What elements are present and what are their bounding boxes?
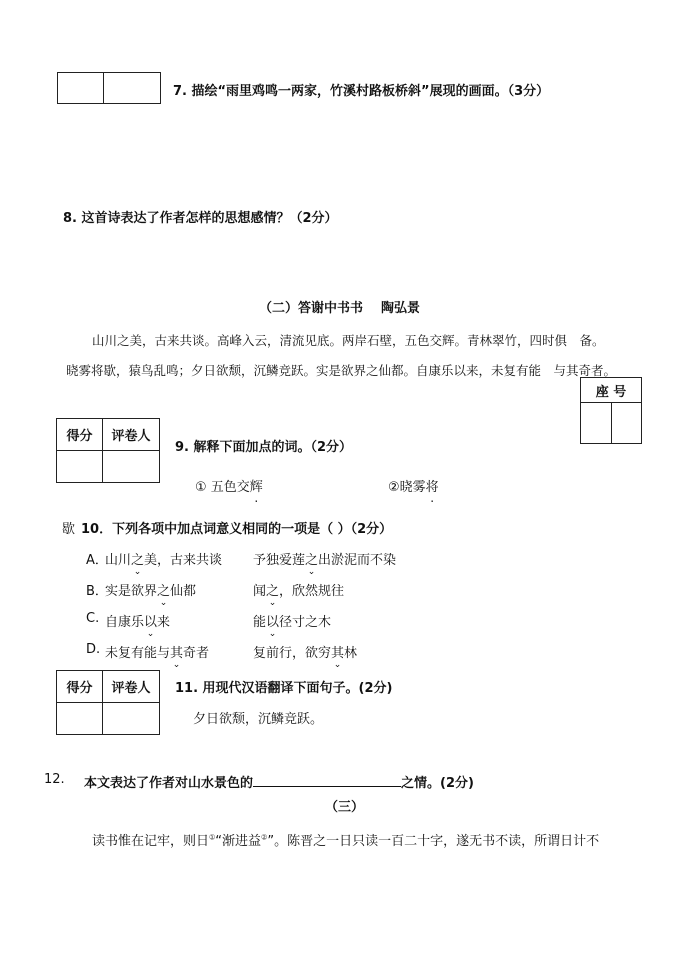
score-label: 得分: [57, 419, 103, 451]
section-2-author: 陶弘景: [381, 301, 421, 316]
option-b-left-word: 之 ⌄: [157, 584, 170, 599]
q12-text-post: 之情。(2分): [401, 776, 474, 791]
option-a-right-word: 之 ⌄: [305, 553, 318, 568]
q9-score-box: [56, 418, 160, 483]
q9-item-1: [195, 476, 263, 495]
q12-number: 12.: [44, 772, 65, 787]
option-a-right-post: 出淤泥而不染: [318, 553, 397, 568]
passage-line-1: 山川之美，古来共谈。高峰入云，清流见底。两岸石壁，五色交辉。青林翠竹，四时俱 备。: [92, 333, 605, 348]
q11-score-input-cell[interactable]: [57, 703, 103, 735]
passage-line-2: 晓雾将歇，猿鸟乱鸣；夕日欲颓，沉鳞竞跃。实是欲界之仙都。自康乐以来，未复有能 与其奇者。: [66, 363, 617, 378]
option-c-right-post: 径寸之木: [279, 615, 332, 630]
grader-input-cell[interactable]: [103, 451, 160, 483]
option-b-right: [253, 580, 344, 599]
q11-grader-label: 评卷人: [103, 671, 160, 703]
grader-label: 评卷人: [103, 419, 160, 451]
q12-answer-blank[interactable]: [253, 774, 401, 787]
option-d-right-pre: 复前行，欲穷: [253, 646, 332, 661]
question-9: 9. 解释下面加点的词。（2分）: [175, 440, 353, 455]
q11-sentence: 夕日欲颓，沉鳞竞跃。: [193, 712, 324, 727]
option-d-left-post: 奇者: [183, 646, 210, 661]
option-b-left-pre: 实是欲界: [105, 584, 158, 599]
option-c-left-word: 以 ⌄: [144, 615, 157, 630]
section-3-title: （三）: [325, 800, 365, 815]
q7-score-cell[interactable]: [58, 73, 104, 104]
footnote-1-marker: ①: [209, 833, 216, 842]
q10-stray-char: 歇: [62, 522, 76, 537]
option-a-right: [253, 549, 396, 568]
option-b-right-word: 之 ⌄: [266, 584, 279, 599]
option-c-left-pre: 自康乐: [105, 615, 145, 630]
option-a-left-post: 美，古来共谈: [144, 553, 223, 568]
question-11: 11. 用现代汉语翻译下面句子。(2分): [175, 681, 393, 696]
option-a-right-pre: 予独爱莲: [253, 553, 306, 568]
q9-item-2-prefix: ②晓雾: [388, 480, 426, 495]
option-b-right-pre: 闻: [253, 584, 267, 599]
option-d-right-word: 其 ⌄: [331, 646, 344, 661]
option-b-label: B．: [86, 584, 108, 599]
q7-grader-cell[interactable]: [104, 73, 161, 104]
option-a-left-pre: 山川: [105, 553, 132, 568]
option-d-left-word: 其 ⌄: [170, 646, 183, 661]
passage-3-quote: “渐进益: [215, 834, 262, 849]
option-c-right-pre: 能: [253, 615, 267, 630]
option-c-label: C.: [86, 611, 100, 626]
section-2-name: （二）答谢中书书: [259, 301, 364, 316]
option-a-left: [105, 549, 222, 568]
section-2-title: [259, 297, 420, 316]
passage-3-pre: 读书惟在记牢，则日: [92, 834, 210, 849]
q9-item-2: [388, 476, 439, 495]
q9-item-2-word: 将: [425, 480, 439, 495]
seat-number-cell-2[interactable]: [611, 403, 642, 444]
option-c-right: [253, 611, 331, 630]
question-7: 7. 描绘“雨里鸡鸣一两家，竹溪村路板桥斜”展现的画面。（3分）: [173, 84, 550, 99]
question-10: [62, 518, 392, 537]
passage-3-line: [92, 830, 599, 849]
q11-grader-input-cell[interactable]: [103, 703, 160, 735]
passage-3-post: ”。陈晋之一日只读一百二十字，遂无书不读，所谓日计不: [267, 834, 600, 849]
score-input-cell[interactable]: [57, 451, 103, 483]
option-c-left: [105, 611, 170, 630]
q11-score-label: 得分: [57, 671, 103, 703]
q9-item-1-word: 辉: [249, 480, 263, 495]
seat-number-box: [580, 377, 642, 444]
option-b-right-post: ，欣然规往: [279, 584, 345, 599]
option-a-left-word: 之 ⌄: [131, 553, 144, 568]
q9-item-1-prefix: ① 五色交: [195, 480, 250, 495]
option-d-right-post: 林: [344, 646, 358, 661]
footnote-2-marker: ②: [261, 833, 268, 842]
option-d-left-pre: 未复有能与: [105, 646, 171, 661]
q7-score-box: [57, 72, 161, 104]
option-c-left-post: 来: [157, 615, 171, 630]
question-8: 8. 这首诗表达了作者怎样的思想感情？（2分）: [63, 211, 338, 226]
q10-text: 10．下列各项中加点词意义相同的一项是（ ）（2分）: [81, 522, 393, 537]
q12-text-pre: 本文表达了作者对山水景色的: [84, 776, 254, 791]
option-d-right: [253, 642, 357, 661]
option-b-left: [105, 580, 196, 599]
question-12: [84, 772, 474, 791]
q11-score-box: [56, 670, 160, 735]
option-d-left: [105, 642, 209, 661]
option-c-right-word: 以 ⌄: [266, 615, 279, 630]
option-b-left-post: 仙都: [170, 584, 197, 599]
option-d-label: D.: [86, 642, 101, 657]
seat-number-cell-1[interactable]: [581, 403, 612, 444]
seat-number-label: 座 号: [581, 378, 642, 403]
option-a-label: A．: [86, 553, 108, 568]
